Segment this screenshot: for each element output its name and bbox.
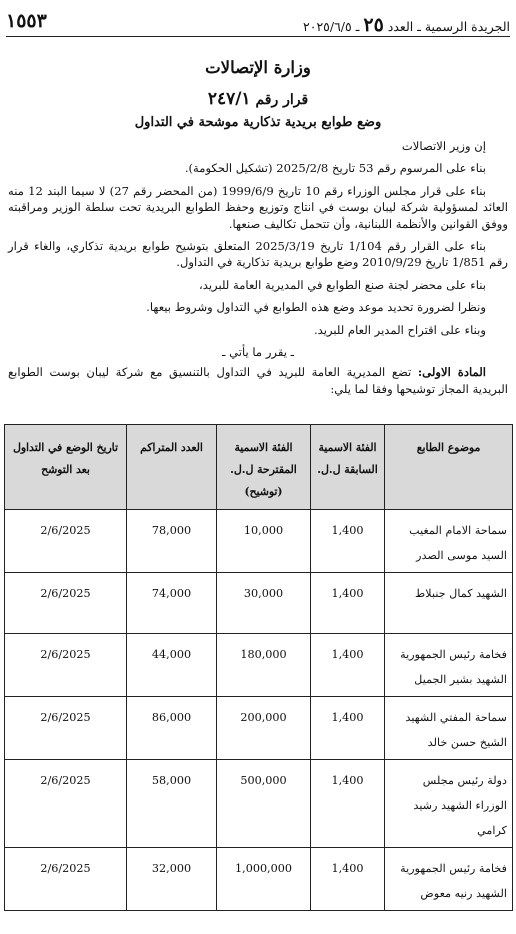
stamps-table bbox=[4, 424, 513, 911]
intro-line: إن وزير الاتصالات bbox=[401, 139, 486, 153]
table-header-row bbox=[5, 425, 513, 510]
ministry-title: وزارة الإتصالات bbox=[205, 58, 311, 77]
cell-subject: فخامة رئيس الجمهورية الشهيد بشير الجميل bbox=[385, 634, 513, 697]
cell-date: 2/6/2025 bbox=[5, 697, 127, 760]
cell-new-value: 500,000 bbox=[217, 760, 311, 848]
cell-new-value: 30,000 bbox=[217, 573, 311, 634]
table-row bbox=[5, 697, 513, 760]
cell-subject: فخامة رئيس الجمهورية الشهيد رنيه معوض bbox=[385, 848, 513, 911]
cell-count: 44,000 bbox=[127, 634, 217, 697]
cell-prev-value: 1,400 bbox=[311, 634, 385, 697]
cell-date: 2/6/2025 bbox=[5, 573, 127, 634]
cell-count: 32,000 bbox=[127, 848, 217, 911]
cell-subject: الشهيد كمال جنبلاط bbox=[385, 573, 513, 634]
cell-new-value: 180,000 bbox=[217, 634, 311, 697]
cell-count: 86,000 bbox=[127, 697, 217, 760]
cell-subject: دولة رئيس مجلس الوزراء الشهيد رشيد كرامي bbox=[385, 760, 513, 848]
article-one bbox=[8, 364, 508, 397]
cell-new-value: 10,000 bbox=[217, 510, 311, 573]
cell-subject: سماحة الامام المغيب السيد موسى الصدر bbox=[385, 510, 513, 573]
recital-necessity: ونظرا لضرورة تحديد موعد وضع هذه الطوابع في التداول وشروط بيعها. bbox=[146, 300, 486, 315]
cell-new-value: 1,000,000 bbox=[217, 848, 311, 911]
recital-cabinet: بناء على قرار مجلس الوزراء رقم 10 تاريخ 1999/6/9 (من المحضر رقم 27) لا سيما البند 12 منه العائد لمسؤولية شركة ليبان بوست في انتاج وتوزيع وحفظ الطوابع البريدية تحت سلطة الوزير ومراقبته ووفق القوانين والأنظمة اللبنانية، وأن تتحمل تكاليف صنعها. bbox=[8, 183, 508, 231]
cell-count: 58,000 bbox=[127, 760, 217, 848]
table-row bbox=[5, 510, 513, 573]
col-header-count: العدد المتراكم bbox=[127, 425, 217, 510]
decision-number: ٢٤٧/١ bbox=[207, 89, 251, 109]
table-row bbox=[5, 634, 513, 697]
decides-line: ـ يقرر ما يأتي ـ bbox=[221, 345, 294, 360]
table-row bbox=[5, 573, 513, 634]
decision-label: قرار رقم bbox=[255, 92, 309, 108]
table-row bbox=[5, 760, 513, 848]
article-one-text: تضع المديرية العامة للبريد في التداول بالتنسيق مع شركة ليبان بوست الطوابع البريدية المجاز توشيحها وفقا لما يلي: bbox=[8, 365, 508, 396]
decision-heading bbox=[0, 89, 516, 109]
cell-date: 2/6/2025 bbox=[5, 634, 127, 697]
cell-prev-value: 1,400 bbox=[311, 510, 385, 573]
cell-prev-value: 1,400 bbox=[311, 760, 385, 848]
issue-date: ـ ٢٠٢٥/٦/٥ bbox=[303, 19, 360, 34]
table-row bbox=[5, 848, 513, 911]
cell-prev-value: 1,400 bbox=[311, 697, 385, 760]
gazette-issue-line bbox=[303, 14, 510, 36]
recital-committee: بناء على محضر لجنة صنع الطوابع في المديرية العامة للبريد، bbox=[199, 277, 486, 292]
decision-body bbox=[8, 138, 508, 403]
cell-count: 74,000 bbox=[127, 573, 217, 634]
cell-date: 2/6/2025 bbox=[5, 760, 127, 848]
decision-subject: وضع طوابع بريدية تذكارية موشحة في التداول bbox=[134, 115, 382, 130]
recital-proposal: وبناء على اقتراح المدير العام للبريد. bbox=[313, 322, 486, 337]
page-header bbox=[6, 8, 510, 37]
cell-new-value: 200,000 bbox=[217, 697, 311, 760]
col-header-date: تاريخ الوضع في التداول بعد التوشح bbox=[5, 425, 127, 510]
col-header-new-value: الفئة الاسمية المقترحة ل.ل. (توشيح) bbox=[217, 425, 311, 510]
recital-decree: بناء على المرسوم رقم 53 تاريخ 2025/2/8 (تشكيل الحكومة). bbox=[184, 161, 486, 176]
gazette-title: الجريدة الرسمية ـ العدد bbox=[387, 19, 510, 34]
cell-date: 2/6/2025 bbox=[5, 510, 127, 573]
recital-decision: بناء على القرار رقم 1/104 تاريخ 2025/3/19 المتعلق بتوشيح طوابع بريدية تذكاري، والغاء قرار رقم 1/851 تاريخ 2010/9/29 وضع طوابع بريدية تذكارية في التداول. bbox=[8, 239, 508, 270]
article-one-label: المادة الاولى: bbox=[417, 365, 487, 380]
cell-subject: سماحة المفتي الشهيد الشيخ حسن خالد bbox=[385, 697, 513, 760]
cell-date: 2/6/2025 bbox=[5, 848, 127, 911]
cell-count: 78,000 bbox=[127, 510, 217, 573]
issue-number: ٢٥ bbox=[363, 14, 384, 36]
col-header-subject: موضوع الطابع bbox=[385, 425, 513, 510]
page-number: ١٥٥٣ bbox=[6, 10, 47, 32]
col-header-prev-value: الفئة الاسمية السابقة ل.ل. bbox=[311, 425, 385, 510]
cell-prev-value: 1,400 bbox=[311, 573, 385, 634]
cell-prev-value: 1,400 bbox=[311, 848, 385, 911]
